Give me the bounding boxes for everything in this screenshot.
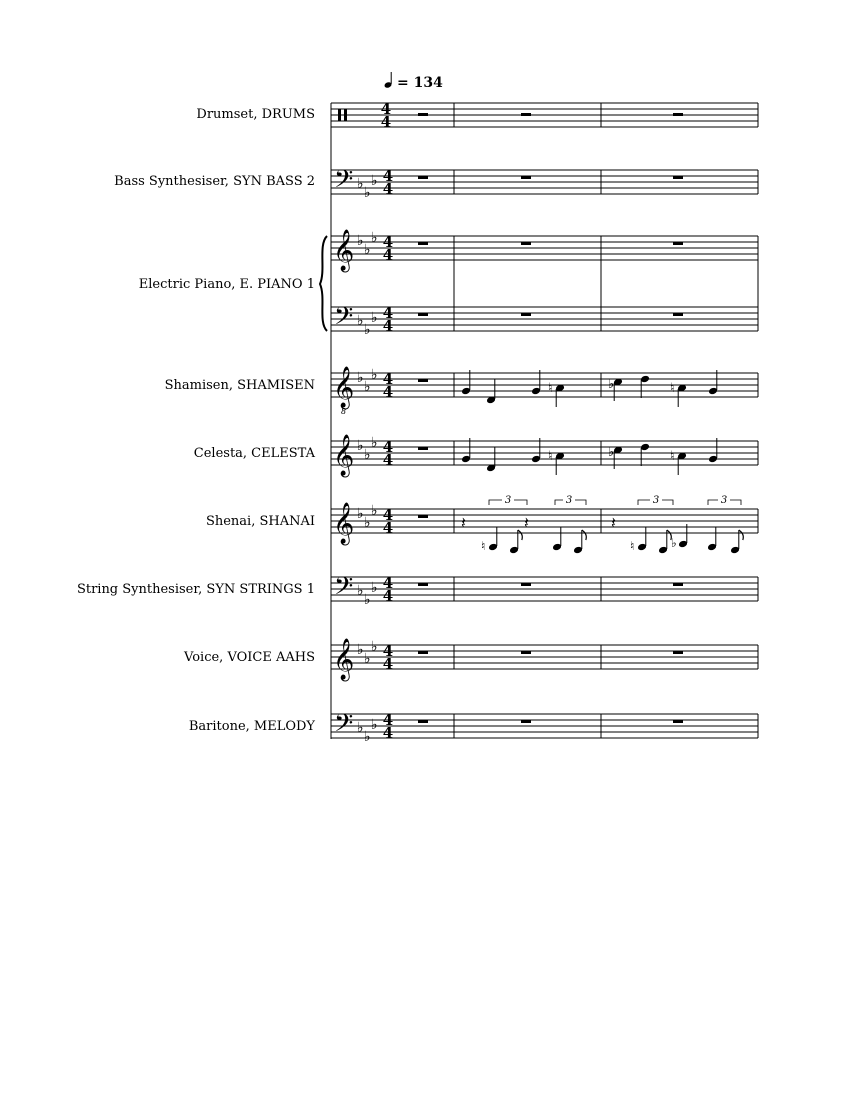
treble-clef-icon: 𝄞: [333, 639, 355, 680]
tuplet-number: 3: [565, 495, 573, 506]
time-sig-top: 4: [382, 370, 394, 388]
time-sig-top: 4: [382, 506, 394, 524]
tuplet-number: 3: [652, 495, 660, 506]
whole-rest-icon: [673, 176, 683, 179]
tuplet-group: [707, 495, 743, 554]
flat-icon: ♭: [371, 717, 378, 733]
treble-clef-icon: 𝄞: [333, 367, 355, 408]
flat-icon: ♭: [364, 651, 371, 667]
staff-label: Shenai, SHANAI: [205, 514, 315, 529]
tempo-label: = 134: [397, 75, 443, 91]
flat-icon: ♭: [371, 639, 378, 655]
note-group: [461, 438, 565, 475]
flat-icon: ♭: [371, 230, 378, 246]
quarter-rest-icon: 𝄽: [611, 513, 616, 532]
flat-icon: ♭: [371, 503, 378, 519]
natural-icon: ♮: [670, 449, 675, 464]
time-sig-top: 4: [382, 438, 394, 456]
staff-label: Electric Piano, E. PIANO 1: [138, 277, 315, 292]
time-sig-bottom: 4: [382, 451, 394, 469]
staff-shenai: [206, 495, 758, 554]
whole-rest-icon: [673, 720, 683, 723]
staff-electric-piano: [139, 229, 758, 338]
flat-icon: ♭: [364, 322, 371, 338]
whole-rest-icon: [418, 242, 428, 245]
treble-clef-icon: 𝄞: [333, 435, 355, 476]
time-sig-bottom: 4: [382, 519, 394, 537]
time-sig-bottom: 4: [382, 317, 394, 335]
natural-icon: ♮: [548, 449, 553, 464]
quarter-rest-icon: 𝄽: [524, 513, 529, 532]
whole-rest-icon: [418, 515, 428, 518]
whole-rest-icon: [521, 720, 531, 723]
flat-icon: ♭: [364, 242, 371, 258]
staff-label: Bass Synthesiser, SYN BASS 2: [114, 174, 315, 189]
staff-syn-bass: [114, 165, 758, 201]
tuplet-number: 3: [720, 495, 728, 506]
whole-rest-icon: [673, 583, 683, 586]
staff-voice: [183, 638, 758, 681]
flat-icon: ♭: [364, 185, 371, 201]
bass-clef-icon: 𝄢: [334, 302, 354, 337]
time-sig-top: 4: [382, 167, 394, 185]
whole-rest-icon: [521, 313, 531, 316]
whole-rest-icon: [521, 583, 531, 586]
whole-rest-icon: [673, 113, 683, 116]
time-sig-bottom: 4: [382, 180, 394, 198]
natural-icon: ♮: [630, 539, 635, 553]
flat-icon: ♭: [364, 447, 371, 463]
staff-label: Voice, VOICE AAHS: [184, 650, 315, 665]
tuplet-group: [552, 495, 586, 554]
flat-icon: ♭: [357, 370, 364, 386]
staff-label: String Synthesiser, SYN STRINGS 1: [76, 582, 315, 597]
flat-icon: ♭: [357, 506, 364, 522]
flat-icon: ♭: [357, 438, 364, 454]
whole-rest-icon: [418, 176, 428, 179]
percussion-clef-icon: [338, 109, 341, 121]
note-group: [461, 370, 565, 407]
bass-clef-icon: 𝄢: [334, 709, 354, 744]
flat-icon: ♭: [357, 313, 364, 329]
natural-icon: ♮: [670, 381, 675, 396]
flat-icon: ♭: [371, 367, 378, 383]
whole-rest-icon: [521, 651, 531, 654]
time-sig-bottom: 4: [382, 655, 394, 673]
flat-icon: ♭: [371, 173, 378, 189]
time-sig-bottom: 4: [382, 724, 394, 742]
time-sig-bottom: 4: [382, 246, 394, 264]
time-sig-top: 4: [382, 304, 394, 322]
tempo-marking: [384, 72, 443, 91]
bass-clef-icon: 𝄢: [334, 165, 354, 200]
time-sig-bottom: 4: [382, 587, 394, 605]
staff-celesta: [194, 434, 758, 477]
staff-shamisen: [165, 366, 758, 416]
whole-rest-icon: [521, 176, 531, 179]
staff-label: Drumset, DRUMS: [196, 107, 315, 122]
whole-rest-icon: [418, 379, 428, 382]
time-sig-bottom: 4: [380, 113, 392, 131]
natural-icon: ♮: [481, 539, 486, 553]
flat-icon: ♭: [608, 377, 615, 392]
time-sig-top: 4: [382, 233, 394, 251]
whole-rest-icon: [521, 113, 531, 116]
flat-icon: ♭: [364, 379, 371, 395]
treble-clef-icon: 𝄞: [333, 503, 355, 544]
tuplet-group: [461, 495, 529, 554]
note-group: [608, 370, 718, 407]
whole-rest-icon: [418, 447, 428, 450]
flat-icon: ♭: [364, 592, 371, 608]
flat-icon: ♭: [671, 536, 677, 550]
flat-icon: ♭: [371, 580, 378, 596]
staff-syn-strings: [77, 572, 758, 608]
staff-label: Baritone, MELODY: [188, 719, 315, 734]
flat-icon: ♭: [364, 515, 371, 531]
staff-baritone: [189, 709, 758, 745]
flat-icon: ♭: [371, 435, 378, 451]
flat-icon: ♭: [357, 176, 364, 192]
staff-label: Celesta, CELESTA: [193, 446, 315, 461]
whole-rest-icon: [673, 242, 683, 245]
quarter-rest-icon: 𝄽: [461, 513, 466, 532]
flat-icon: ♭: [357, 233, 364, 249]
flat-icon: ♭: [364, 729, 371, 745]
time-sig-bottom: 4: [382, 383, 394, 401]
piano-brace: [320, 236, 327, 331]
whole-rest-icon: [418, 313, 428, 316]
flat-icon: ♭: [357, 583, 364, 599]
time-sig-top: 4: [380, 100, 392, 118]
treble-clef-icon: 𝄞: [333, 230, 355, 271]
staff-label: Shamisen, SHAMISEN: [164, 378, 315, 393]
whole-rest-icon: [673, 651, 683, 654]
tuplet-group: [611, 495, 688, 554]
whole-rest-icon: [418, 720, 428, 723]
whole-rest-icon: [521, 242, 531, 245]
whole-rest-icon: [418, 113, 428, 116]
note-group: [608, 438, 718, 475]
octave-down-marker: 8: [341, 407, 347, 416]
bass-clef-icon: 𝄢: [334, 572, 354, 607]
flat-icon: ♭: [371, 310, 378, 326]
time-sig-top: 4: [382, 574, 394, 592]
flat-icon: ♭: [357, 642, 364, 658]
natural-icon: ♮: [548, 381, 553, 396]
flat-icon: ♭: [608, 445, 615, 460]
tuplet-number: 3: [504, 495, 512, 506]
staff-drums: [196, 100, 758, 131]
flat-icon: ♭: [357, 720, 364, 736]
whole-rest-icon: [673, 313, 683, 316]
whole-rest-icon: [418, 651, 428, 654]
whole-rest-icon: [418, 583, 428, 586]
time-sig-top: 4: [382, 642, 394, 660]
time-sig-top: 4: [382, 711, 394, 729]
